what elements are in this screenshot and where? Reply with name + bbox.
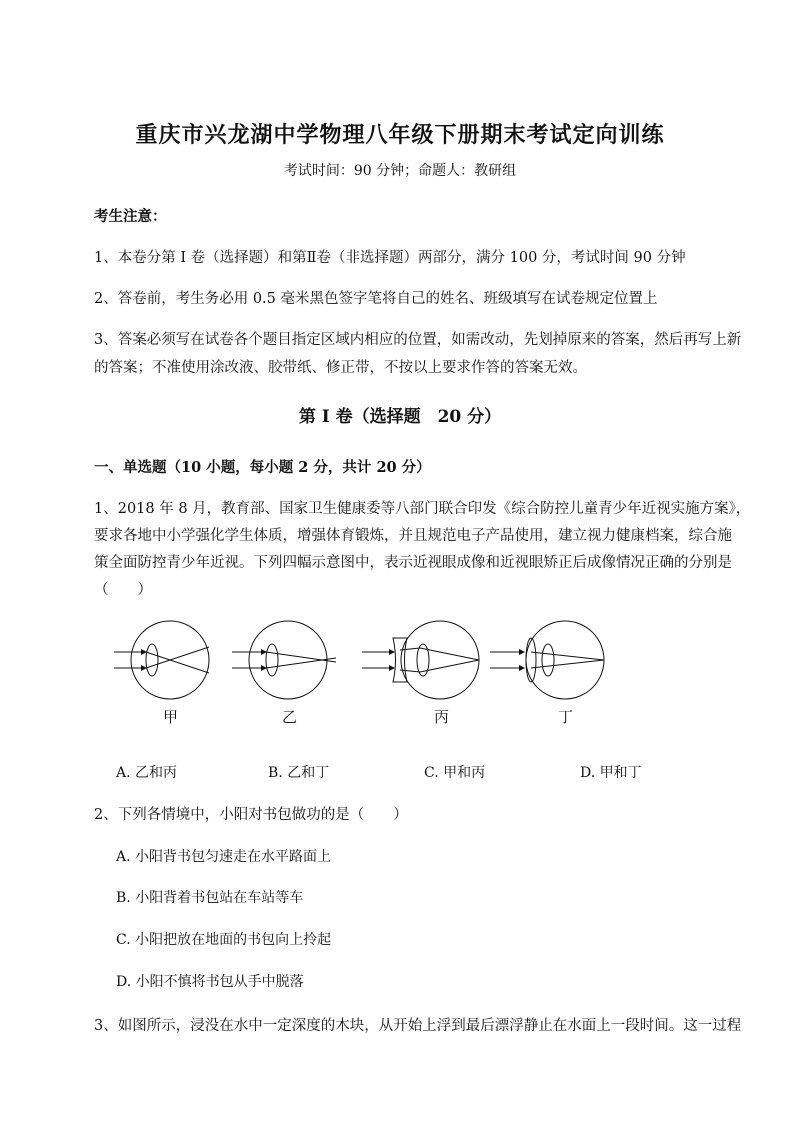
notes-heading: 考生注意： [94,208,167,225]
section-title: 第 I 卷（选择题 20 分） [298,407,502,427]
q2-stem: 2、下列各情境中，小阳对书包做功的是（ ） [94,807,408,823]
q1-option-c[interactable]: C. 甲和丙 [424,765,486,781]
figure-label-jia: 甲 [163,708,179,726]
q1-option-a[interactable]: A. 乙和丙 [116,765,178,781]
q1-option-b[interactable]: B. 乙和丁 [268,765,330,781]
note-3: 3、答案必须写在试卷各个题目指定区域内相应的位置，如需改动，先划掉原来的答案，然后再写上新 [94,332,742,348]
figure-label-yi: 乙 [282,708,298,726]
eye-diagram-jia [114,621,209,699]
part-heading: 一、单选题（10 小题，每小题 2 分，共计 20 分） [94,459,431,476]
q1-line-1: 1、2018 年 8 月，教育部、国家卫生健康委等八部门联合印发《综合防控儿童青少年近视实施方案》， [94,501,751,517]
figure-label-bing: 丙 [434,708,450,726]
exam-info: 考试时间：90 分钟；命题人：教研组 [283,163,517,179]
q2-option-d[interactable]: D. 小阳不慎将书包从手中脱落 [116,974,304,990]
eye-diagram-bing [362,621,479,699]
eye-diagram-ding [490,621,604,699]
q1-line-3: 策全面防控青少年近视。下列四幅示意图中，表示近视眼成像和近视眼矫正后成像情况正确的分别是 [94,555,732,571]
q2-option-a[interactable]: A. 小阳背书包匀速走在水平路面上 [116,849,332,865]
note-3-cont: 的答案；不准使用涂改液、胶带纸、修正带，不按以上要求作答的答案无效。 [94,360,587,376]
page-title: 重庆市兴龙湖中学物理八年级下册期末考试定向训练 [135,122,665,148]
figure-label-ding: 丁 [558,708,574,726]
note-1: 1、本卷分第 I 卷（选择题）和第Ⅱ卷（非选择题）两部分，满分 100 分，考试时间 90 分钟 [94,250,686,266]
q1-line-2: 要求各地中小学强化学生体质，增强体育锻炼，并且规范电子产品使用，建立视力健康档案，综合施 [94,528,732,544]
q2-option-c[interactable]: C. 小阳把放在地面的书包向上拎起 [116,932,332,948]
q1-line-4: （ ） [94,582,152,598]
q3-stem: 3、如图所示，浸没在水中一定深度的木块，从开始上浮到最后漂浮静止在水面上一段时间。这一过程 [94,1018,742,1034]
q2-option-b[interactable]: B. 小阳背着书包站在车站等车 [116,890,304,906]
note-2: 2、答卷前，考生务必用 0.5 毫米黑色签字笔将自己的姓名、班级填写在试卷规定位置上 [94,291,658,307]
eye-diagrams-figure [110,618,620,738]
q1-option-d[interactable]: D. 甲和丁 [580,765,642,781]
eye-diagram-yi [232,621,336,699]
